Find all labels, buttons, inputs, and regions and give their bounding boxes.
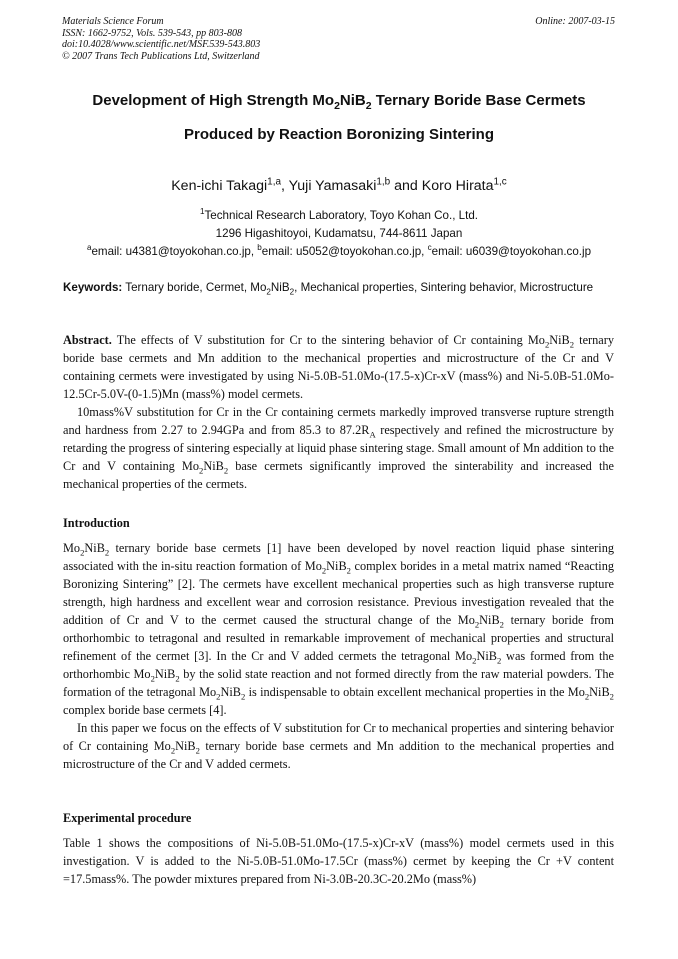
intro-subscript: 2 [346,565,351,576]
copyright-line: © 2007 Trans Tech Publications Ltd, Switzerland [62,50,260,62]
intro-text: complex borides in a metal matrix named “Reacting Boronizing Sintering” [2]. The cermets have excellent mechanical properties such as high transverse rupture strength, high hardness and excellent wear and corrosion resistance. Previous investigation revealed that the addition of Cr and V to the cermet caused the structural change of the Mo [63,559,615,627]
section-heading-introduction: Introduction [63,516,130,530]
intro-text: ternary boride base cermets [1] have been developed by novel reaction liquid phase sintering associated with the in-situ reaction formation of Mo [63,541,614,573]
intro-text: ternary boride base cermets and Mn addition to the mechanical properties and microstructure of the Cr and V added cermets. [63,739,614,771]
keywords-text: NiB [270,281,290,294]
author-name: Ken-ichi Takagi [171,178,268,194]
title-subscript: 2 [365,100,372,112]
intro-text: ternary boride from orthorhombic to tetragonal and resulted in remarkable improvement of mechanical properties and structural refinement of the cermet [3]. In the Cr and V added cermets the tetragonal Mo [63,613,614,663]
intro-paragraph-1 [63,539,614,719]
affiliation-mark: 1 [200,207,205,217]
abstract-paragraph-2 [63,403,614,493]
doi-line: doi:10.4028/www.scientific.net/MSF.539-543.803 [62,39,261,51]
intro-subscript: 2 [195,745,200,756]
intro-subscript: 2 [474,619,480,630]
abstract-text: The effects of V substitution for Cr to the sintering behavior of Cr containing Mo [111,333,545,347]
intro-text: NiB [476,649,497,663]
intro-text: by the solid state reaction and not formed directly from the raw material powders. The formation of the tetragonal Mo [63,667,614,699]
author-list [30,178,648,194]
intro-text: is indispensable to obtain excellent mechanical properties in the Mo [245,685,585,699]
title-text: Ternary Boride Base Cermets [371,92,586,109]
author-name: , Yuji Yamasaki [280,178,377,194]
abstract-paragraph-1 [63,331,614,403]
abstract-label: Abstract. [63,333,112,347]
online-date: Online: 2007-03-15 [535,16,615,27]
experimental-section [63,834,614,888]
intro-subscript: 2 [150,673,155,684]
email-line [30,245,648,258]
intro-text: NiB [220,685,241,699]
abstract-text: 10mass%V substitution for Cr in the Cr containing cermets markedly improved transverse rupture strength and hardness from 2.27 to 2.94GPa and from 85.3 to 87.2R [63,405,614,437]
email-b: email: u5052@toyokohan.co.jp, [261,245,428,258]
abstract [63,331,614,493]
abstract-text: respectively and refined the microstructure by retarding the progress of sintering especially at liquid phase sintering stage. Small amount of Mn addition to the Cr and V containing Mo [63,423,614,473]
keywords-text: , Mechanical properties, Sintering behavior, Microstructure [294,281,594,294]
email-a: email: u4381@toyokohan.co.jp, [91,245,258,258]
intro-text: NiB [589,685,610,699]
title-text: Development of High Strength Mo [92,92,335,109]
intro-subscript: 2 [240,691,246,702]
affiliation-text: Technical Research Laboratory, Toyo Kohan Co., Ltd. [204,209,478,222]
intro-subscript: 2 [170,745,176,756]
intro-subscript: 2 [584,691,590,702]
abstract-text: NiB [203,459,224,473]
title-text: NiB [339,92,366,109]
paper-title-line-2: Produced by Reaction Boronizing Sintering [183,126,495,143]
author-affiliation-mark: 1,a [267,176,281,188]
affiliation-line-2: 1296 Higashitoyoi, Kudamatsu, 744-8611 Japan [215,227,463,240]
intro-subscript: 2 [472,655,477,666]
issn-line: ISSN: 1662-9752, Vols. 539-543, pp 803-808 [62,27,242,39]
abstract-text: NiB [549,333,570,347]
intro-subscript: 2 [496,655,502,666]
email-mark: c [427,243,432,253]
journal-name: Materials Science Forum [62,16,164,27]
paper-title-line-1 [30,92,648,112]
intro-text: NiB [154,667,176,681]
section-heading-experimental: Experimental procedure [63,811,192,825]
title-subscript: 2 [334,100,340,112]
intro-subscript: 2 [104,547,110,558]
intro-text: NiB [175,739,196,753]
affiliation-line-1 [30,209,648,222]
experimental-paragraph-1: Table 1 shows the compositions of Ni-5.0B-51.0Mo-(17.5-x)Cr-xV (mass%) model cermets used in this investigation. V is added to the Ni-5.0B-51.0Mo-17.5Cr (mass%) cermet by keeping the Cr +V content =17.5mass%. The powder mixtures prepared from Ni-3.0B-20.3C-20.2Mo (mass%) [63,836,614,886]
author-name: and Koro Hirata [390,178,494,194]
keywords [63,279,614,297]
email-mark: b [257,243,262,253]
intro-text: NiB [84,541,105,555]
abstract-subscript: 2 [544,339,550,350]
intro-text: Mo [63,541,81,555]
intro-subscript: 2 [499,619,504,630]
intro-subscript: 2 [609,691,614,702]
email-mark: a [86,243,92,253]
journal-header [62,16,615,62]
intro-subscript: 2 [175,673,180,684]
introduction-section [63,539,614,773]
keywords-label: Keywords: [63,281,123,294]
abstract-subscript: 2 [199,465,204,476]
abstract-subscript: 2 [223,465,229,476]
keywords-text: Ternary boride, Cermet, Mo [122,281,267,294]
author-affiliation-mark: 1,b [376,176,391,188]
intro-subscript: 2 [80,547,85,558]
intro-paragraph-2 [63,719,614,773]
email-c: email: u6039@toyokohan.co.jp [431,245,592,258]
abstract-text: base cermets significantly improved the sinterability and increased the mechanical properties of the cermets. [63,459,614,491]
keywords-subscript: 2 [266,287,271,297]
keywords-subscript: 2 [289,287,295,297]
intro-text: NiB [326,559,347,573]
intro-text: NiB [479,613,500,627]
author-affiliation-mark: 1,c [493,176,507,188]
abstract-subscript: A [369,429,376,440]
intro-text: complex boride base cermets [4]. [63,703,227,717]
intro-text: was formed from the orthorhombic Mo [63,649,615,681]
abstract-text: ternary boride base cermets and Mn addition to the mechanical properties and microstructure of the Cr and V containing cermets were investigated by using Ni-5.0B-51.0Mo-(17.5-x)Cr-xV (mass%) and Ni-5.0B-51.0Mo-12.5Cr-5.0V-(0-1.5)Mn (mass%) model cermets. [63,333,614,401]
abstract-subscript: 2 [569,339,575,350]
intro-text: In this paper we focus on the effects of V substitution for Cr to mechanical properties and sintering behavior of Cr containing Mo [63,721,614,753]
intro-subscript: 2 [216,691,221,702]
intro-subscript: 2 [321,565,327,576]
